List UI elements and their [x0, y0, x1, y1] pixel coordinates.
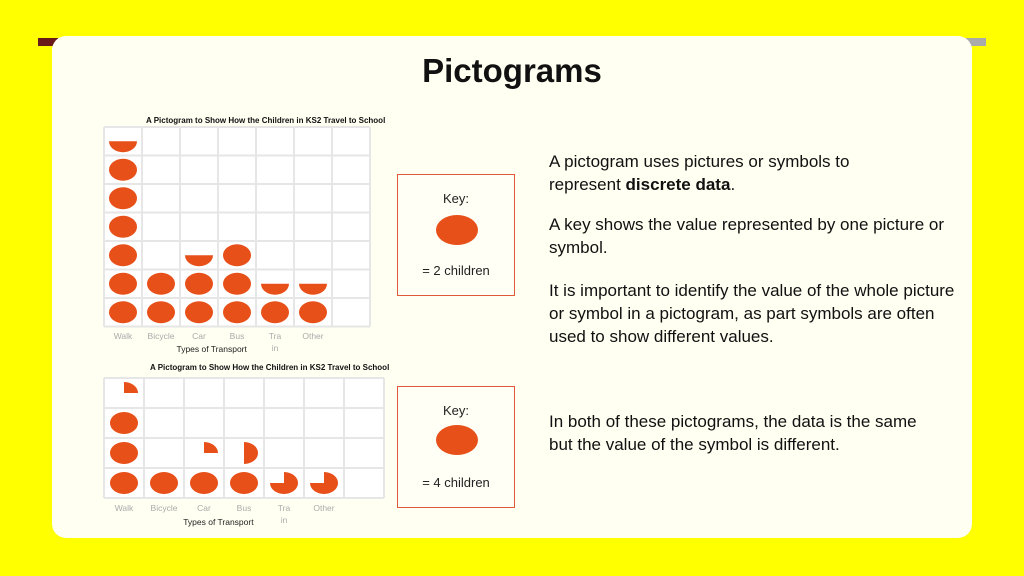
pictogram-1-symbol — [299, 301, 327, 323]
pictogram-1-symbol — [109, 159, 137, 181]
paragraph-key: A key shows the value represented by one picture or symbol. — [549, 215, 945, 257]
pictogram-1-category-label: Walk — [113, 331, 133, 341]
pictogram-1-symbol — [223, 273, 251, 295]
pictogram-2-category-label: Car — [197, 503, 211, 513]
pictogram-1-symbol — [223, 301, 251, 323]
slide-title: Pictograms — [422, 52, 602, 89]
pictogram-1-xlabel: Types of Transport — [176, 344, 247, 354]
paragraph-comparison: In both of these pictograms, the data is the same but the value of the symbol is different. — [549, 412, 917, 454]
pictogram-1-symbol — [261, 301, 289, 323]
pictogram-2-symbol — [190, 472, 218, 494]
pictogram-1-category-label: Tra — [268, 331, 282, 341]
pictogram-2-category-label: Other — [313, 503, 335, 513]
pictogram-1-title: A Pictogram to Show How the Children in KS2 Travel to School — [146, 116, 386, 125]
key-1-value: = 2 children — [422, 263, 490, 278]
pictogram-2-title: A Pictogram to Show How the Children in KS2 Travel to School — [150, 363, 390, 372]
pictogram-1-category-label: Bus — [229, 331, 245, 341]
pictogram-2-category-label: Tra — [277, 503, 291, 513]
pictogram-1-category-label: Other — [302, 331, 324, 341]
key-box-1 — [397, 174, 515, 296]
pictogram-1-symbol — [109, 301, 137, 323]
pictogram-2-category-label: in — [280, 515, 288, 525]
pictogram-1-category-label: in — [271, 343, 279, 353]
pictogram-2-category-label: Bicycle — [150, 503, 178, 513]
key-2-value: = 4 children — [422, 475, 490, 490]
key-2-label: Key: — [442, 403, 469, 418]
pictogram-1-symbol — [147, 301, 175, 323]
key-2-symbol-icon — [436, 425, 478, 455]
pictogram-2-category-label: Walk — [114, 503, 134, 513]
paragraph-part-symbols: It is important to identify the value of the whole picture or symbol in a pictogram, as part symbols are often used to show different values. — [549, 281, 955, 346]
para1-bold: discrete data — [625, 175, 731, 194]
pictogram-2-xlabel: Types of Transport — [183, 517, 254, 527]
pictogram-1-category-label: Car — [192, 331, 206, 341]
pictogram-1-symbol — [147, 273, 175, 295]
paragraph-discrete-data — [549, 150, 909, 196]
pictogram-1-symbol — [109, 216, 137, 238]
pictogram-1-symbol — [109, 187, 137, 209]
pictogram-2-symbol — [110, 442, 138, 464]
pictogram-2-symbol — [230, 472, 258, 494]
key-1-label: Key: — [442, 191, 469, 206]
key-1-symbol-icon — [436, 215, 478, 245]
pictogram-1-symbol — [223, 244, 251, 266]
pictogram-1-symbol — [185, 301, 213, 323]
pictogram-2-category-label: Bus — [236, 503, 252, 513]
pictogram-2-symbol — [110, 412, 138, 434]
pictogram-2-symbol — [150, 472, 178, 494]
pictogram-2-symbol — [110, 472, 138, 494]
para1-end: . — [730, 175, 736, 194]
pictogram-1-symbol — [109, 244, 137, 266]
key-box-2 — [397, 386, 515, 508]
para1-text: A pictogram uses pictures or symbols to represent — [549, 152, 850, 194]
pictogram-1-symbol — [185, 273, 213, 295]
pictogram-1-grid-bg — [104, 127, 370, 327]
pictogram-1-category-label: Bicycle — [147, 331, 175, 341]
pictogram-1-symbol — [109, 273, 137, 295]
